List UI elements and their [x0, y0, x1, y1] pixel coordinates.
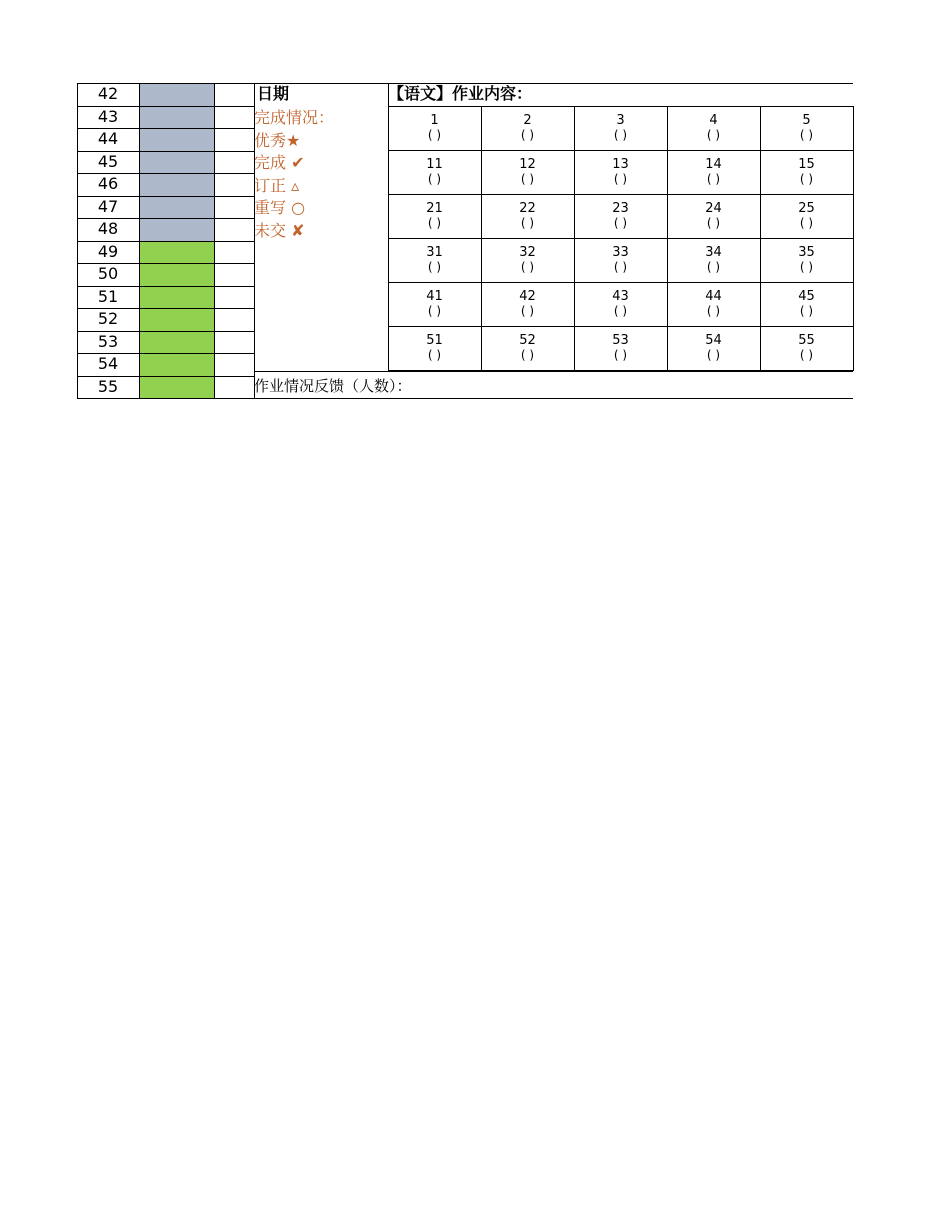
row-number: 53 [97, 331, 119, 351]
status-placeholder: ( ) [799, 128, 814, 142]
assignment-cell [574, 201, 667, 231]
grid-line [254, 371, 853, 372]
row-fill-green [139, 376, 214, 399]
row-fill-green [139, 286, 214, 309]
assignment-cell [760, 157, 853, 187]
assignment-cell [481, 245, 574, 275]
assignment-cell [388, 201, 481, 231]
assignment-cell [388, 113, 481, 143]
assignment-cell [574, 157, 667, 187]
assignment-cell [388, 157, 481, 187]
completion-legend [254, 107, 384, 242]
row-number: 45 [97, 151, 119, 171]
row-fill-green [139, 241, 214, 264]
grid-line [760, 106, 761, 371]
grid-line [388, 238, 853, 239]
assignment-cell [388, 245, 481, 275]
assignment-cell [481, 201, 574, 231]
grid-line [77, 398, 853, 399]
assignment-cell [481, 157, 574, 187]
legend-not-submitted: 未交 ✘ [254, 220, 305, 240]
status-placeholder: ( ) [520, 172, 535, 186]
grid-line [254, 83, 853, 84]
status-placeholder: ( ) [613, 304, 628, 318]
feedback-label: 作业情况反馈（人数）： [254, 377, 412, 395]
grid-line [667, 106, 668, 371]
assignment-number: 51 [426, 333, 443, 348]
assignment-number: 45 [798, 289, 815, 304]
date-label: 日期 [257, 84, 290, 103]
assignment-number: 31 [426, 245, 443, 260]
status-placeholder: ( ) [520, 216, 535, 230]
assignment-cell [574, 289, 667, 319]
row-fill-green [139, 263, 214, 286]
status-placeholder: ( ) [799, 172, 814, 186]
grid-line [853, 106, 854, 371]
grid-line [481, 106, 482, 371]
row-number: 44 [97, 129, 119, 148]
homework-sheet [77, 83, 853, 398]
grid-line [388, 150, 853, 151]
assignment-number: 24 [705, 201, 722, 216]
status-placeholder: ( ) [706, 128, 721, 142]
assignment-number: 43 [612, 289, 629, 304]
status-placeholder: ( ) [427, 260, 442, 274]
assignment-number: 35 [798, 245, 815, 260]
row-fill-green [139, 353, 214, 376]
assignment-cell [481, 333, 574, 363]
status-placeholder: ( ) [427, 348, 442, 362]
assignment-cell [667, 289, 760, 319]
grid-line [388, 370, 853, 371]
assignment-cell [481, 289, 574, 319]
row-fill-blue [139, 196, 214, 219]
assignment-number: 34 [705, 245, 722, 260]
assignment-number: 42 [519, 289, 536, 304]
status-placeholder: ( ) [706, 304, 721, 318]
grid-line [139, 83, 140, 398]
grid-line [388, 194, 853, 195]
legend-title: 完成情况： [254, 108, 335, 127]
assignment-number: 52 [519, 333, 536, 348]
assignment-number: 5 [802, 113, 811, 128]
row-fill-blue [139, 173, 214, 196]
row-number: 51 [97, 286, 119, 306]
assignment-number: 11 [426, 157, 443, 172]
assignment-cell [667, 201, 760, 231]
row-fill-blue [139, 218, 214, 241]
assignment-cell [481, 113, 574, 143]
row-number: 54 [97, 354, 119, 373]
status-placeholder: ( ) [613, 128, 628, 142]
status-placeholder: ( ) [799, 304, 814, 318]
grid-line [214, 83, 215, 398]
status-placeholder: ( ) [427, 172, 442, 186]
grid-line [574, 106, 575, 371]
assignment-cell [667, 157, 760, 187]
assignment-cell [574, 113, 667, 143]
assignment-number: 2 [523, 113, 532, 128]
legend-rewrite: 重写 ○ [254, 198, 306, 217]
status-placeholder: ( ) [520, 348, 535, 362]
status-placeholder: ( ) [706, 216, 721, 230]
assignment-number: 23 [612, 201, 629, 216]
assignment-number: 1 [430, 113, 439, 128]
grid-line [388, 282, 853, 283]
assignment-cell [760, 333, 853, 363]
assignment-number: 41 [426, 289, 443, 304]
grid-line [388, 326, 853, 327]
legend-correct: 订正 ▵ [254, 175, 300, 195]
assignment-cell [574, 333, 667, 363]
assignment-number: 32 [519, 245, 536, 260]
assignment-number: 55 [798, 333, 815, 348]
row-number: 49 [97, 241, 119, 261]
legend-excellent: 优秀★ [254, 130, 301, 150]
row-number: 52 [97, 309, 119, 328]
assignment-number: 44 [705, 289, 722, 304]
status-placeholder: ( ) [799, 348, 814, 362]
row-fill-green [139, 331, 214, 354]
assignment-number: 13 [612, 157, 629, 172]
assignment-cell [667, 245, 760, 275]
row-number: 43 [97, 106, 119, 126]
assignment-number: 12 [519, 157, 536, 172]
row-number: 46 [97, 174, 119, 193]
assignment-number: 54 [705, 333, 722, 348]
status-placeholder: ( ) [613, 260, 628, 274]
status-placeholder: ( ) [427, 216, 442, 230]
status-placeholder: ( ) [427, 304, 442, 318]
assignment-cell [388, 333, 481, 363]
assignment-cell [760, 113, 853, 143]
assignment-number: 15 [798, 157, 815, 172]
row-fill-green [139, 308, 214, 331]
status-placeholder: ( ) [520, 304, 535, 318]
row-fill-blue [139, 106, 214, 129]
legend-complete: 完成 ✔ [254, 153, 305, 172]
assignment-cell [574, 245, 667, 275]
row-fill-blue [139, 128, 214, 151]
status-placeholder: ( ) [427, 128, 442, 142]
assignment-number: 25 [798, 201, 815, 216]
status-placeholder: ( ) [613, 216, 628, 230]
status-placeholder: ( ) [706, 172, 721, 186]
row-number: 50 [97, 264, 119, 283]
assignment-number: 4 [709, 113, 718, 128]
status-placeholder: ( ) [799, 216, 814, 230]
assignment-number: 53 [612, 333, 629, 348]
assignment-cell [760, 245, 853, 275]
content-label: 【语文】作业内容： [388, 84, 533, 103]
status-placeholder: ( ) [706, 260, 721, 274]
assignment-cell [388, 289, 481, 319]
row-number: 47 [97, 196, 119, 216]
assignment-number: 22 [519, 201, 536, 216]
row-fill-blue [139, 83, 214, 106]
assignment-number: 33 [612, 245, 629, 260]
grid-line [388, 106, 853, 107]
assignment-cell [667, 333, 760, 363]
assignment-cell [760, 201, 853, 231]
status-placeholder: ( ) [706, 348, 721, 362]
row-number: 48 [97, 219, 119, 238]
row-fill-blue [139, 151, 214, 174]
assignment-cell [760, 289, 853, 319]
status-placeholder: ( ) [613, 348, 628, 362]
status-placeholder: ( ) [520, 260, 535, 274]
assignment-cell [667, 113, 760, 143]
row-number: 55 [97, 376, 119, 396]
status-placeholder: ( ) [520, 128, 535, 142]
status-placeholder: ( ) [613, 172, 628, 186]
assignment-number: 3 [616, 113, 625, 128]
status-placeholder: ( ) [799, 260, 814, 274]
row-number: 42 [97, 84, 119, 103]
assignment-number: 21 [426, 201, 443, 216]
assignment-number: 14 [705, 157, 722, 172]
